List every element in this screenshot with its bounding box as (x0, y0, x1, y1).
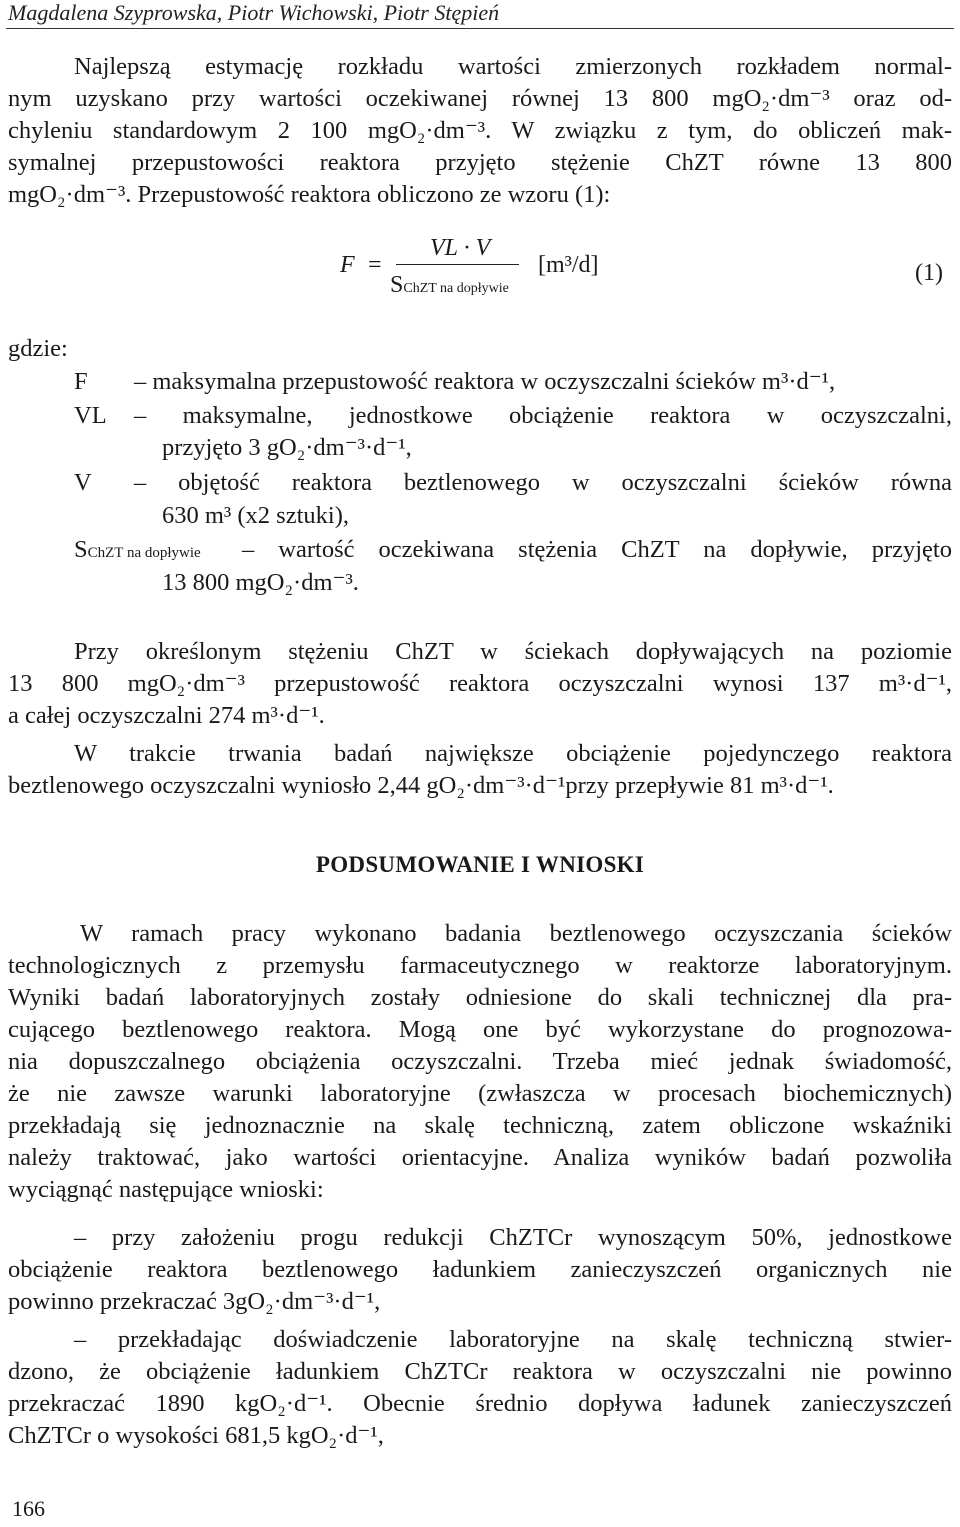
conclusion-item-1 (8, 1222, 952, 1318)
formula-numerator: VL · V (430, 235, 491, 261)
text-line: przekładają się jednoznacznie na skalę techniczną, zatem obliczone wskaźniki (8, 1112, 952, 1139)
def-symbol-S-main: S (74, 536, 88, 563)
text-line: nia dopuszczalnego obciążenia oczyszczalni. Trzeba mieć jednak świadomość, (8, 1048, 952, 1075)
text-line: symalnej przepustowości reaktora przyjęto stężenie ChZT równe 13 800 (8, 149, 952, 176)
text-line: chyleniu standardowym 2 100 mgO₂·dm⁻³. W związku z tym, do obliczeń mak- (8, 117, 952, 144)
def-cont-S: 13 800 mgO₂·dm⁻³. (162, 569, 359, 596)
def-symbol-S-sub: ChZT na dopływie (87, 545, 201, 561)
text-line: cującego beztlenowego reaktora. Mogą one być wykorzystane do prognozowa- (8, 1016, 952, 1043)
def-cont-V: 630 m³ (x2 sztuki), (162, 502, 349, 529)
denominator-subscript: ChZT na dopływie (403, 281, 509, 296)
text-line: Najlepszą estymację rozkładu wartości zmierzonych rozkładem normal- (74, 53, 952, 80)
text-line: beztlenowego oczyszczalni wyniosło 2,44 gO₂·dm⁻³·d⁻¹przy przepływie 81 m³·d⁻¹. (8, 772, 834, 799)
def-cont-VL: przyjęto 3 gO₂·dm⁻³·d⁻¹, (162, 434, 412, 461)
text-line: ChZTCr o wysokości 681,5 kgO₂·d⁻¹, (8, 1422, 384, 1449)
text-line: obciążenie reaktora beztlenowego ładunkiem zanieczyszczeń organicznych nie (8, 1256, 952, 1283)
def-text-VL: – maksymalne, jednostkowe obciążenie reaktora w oczyszczalni, (134, 402, 952, 429)
text-line: technologicznych z przemysłu farmaceutycznego w reaktorze laboratoryjnym. (8, 952, 952, 979)
text-line: Wyniki badań laboratoryjnych zostały odniesione do skali technicznej dla pra- (8, 984, 952, 1011)
page-number: 166 (12, 1496, 45, 1521)
text-line: nym uzyskano przy wartości oczekiwanej równej 13 800 mgO₂·dm⁻³ oraz od- (8, 85, 952, 112)
text-line: 13 800 mgO₂·dm⁻³ przepustowość reaktora oczyszczalni wynosi 137 m³·d⁻¹, (8, 670, 952, 697)
formula-lhs: F (340, 252, 355, 278)
text-line: dzono, że obciążenie ładunkiem ChZTCr reaktora w oczyszczalni nie powinno (8, 1358, 952, 1385)
text-line: – przy założeniu progu redukcji ChZTCr wynoszącym 50%, jednostkowe (74, 1224, 952, 1251)
formula-unit: [m³/d] (538, 252, 599, 278)
text-line: a całej oczyszczalni 274 m³·d⁻¹. (8, 702, 325, 729)
text-line: że nie zawsze warunki laboratoryjne (zwłaszcza w procesach biochemicznych) (8, 1080, 952, 1107)
header-rule (6, 28, 954, 29)
text-line: – przekładając doświadczenie laboratoryjne na skalę techniczną stwier- (74, 1326, 952, 1353)
def-text-S: – wartość oczekiwana stężenia ChZT na dopływie, przyjęto (242, 536, 952, 563)
paragraph-summary (8, 918, 952, 1206)
text-line: W trakcie trwania badań największe obciążenie pojedynczego reaktora (74, 740, 952, 767)
def-symbol-VL: VL (74, 402, 107, 429)
formula-1 (340, 232, 960, 312)
section-heading: PODSUMOWANIE I WNIOSKI (315, 852, 645, 877)
text-line: przekraczać 1890 kgO₂·d⁻¹. Obecnie średnio dopływa ładunek zanieczyszczeń (8, 1390, 952, 1417)
paragraph-result (8, 636, 952, 732)
text-line: W ramach pracy wykonano badania beztlenowego oczyszczania ścieków (80, 920, 952, 947)
def-text-V: – objętość reaktora beztlenowego w oczyszczalni ścieków równa (134, 469, 952, 496)
formula-equals: = (368, 252, 382, 278)
text-line: należy traktować, jako wartości orientacyjne. Analiza wyników badań pozwoliła (8, 1144, 952, 1171)
formula-number: (1) (915, 260, 943, 286)
def-text-F: – maksymalna przepustowość reaktora w oczyszczalni ścieków m³·d⁻¹, (134, 368, 836, 395)
running-header: Magdalena Szyprowska, Piotr Wichowski, Piotr Stępień (8, 0, 500, 25)
denominator-symbol: S (390, 272, 404, 298)
paragraph-intro (8, 51, 952, 211)
def-symbol-V: V (74, 469, 92, 496)
def-symbol-F: F (74, 368, 88, 395)
text-line: wyciągnąć następujące wnioski: (8, 1176, 324, 1203)
gdzie-label: gdzie: (8, 335, 68, 362)
conclusion-item-2 (8, 1324, 952, 1452)
text-line: powinno przekraczać 3gO₂·dm⁻³·d⁻¹, (8, 1288, 381, 1315)
paragraph-load (8, 738, 952, 802)
fraction-bar (396, 264, 519, 265)
text-line: mgO₂·dm⁻³. Przepustowość reaktora obliczono ze wzoru (1): (8, 181, 611, 208)
text-line: Przy określonym stężeniu ChZT w ściekach dopływających na poziomie (74, 638, 952, 665)
formula-denominator (390, 272, 509, 299)
def-symbol-S (74, 534, 201, 569)
